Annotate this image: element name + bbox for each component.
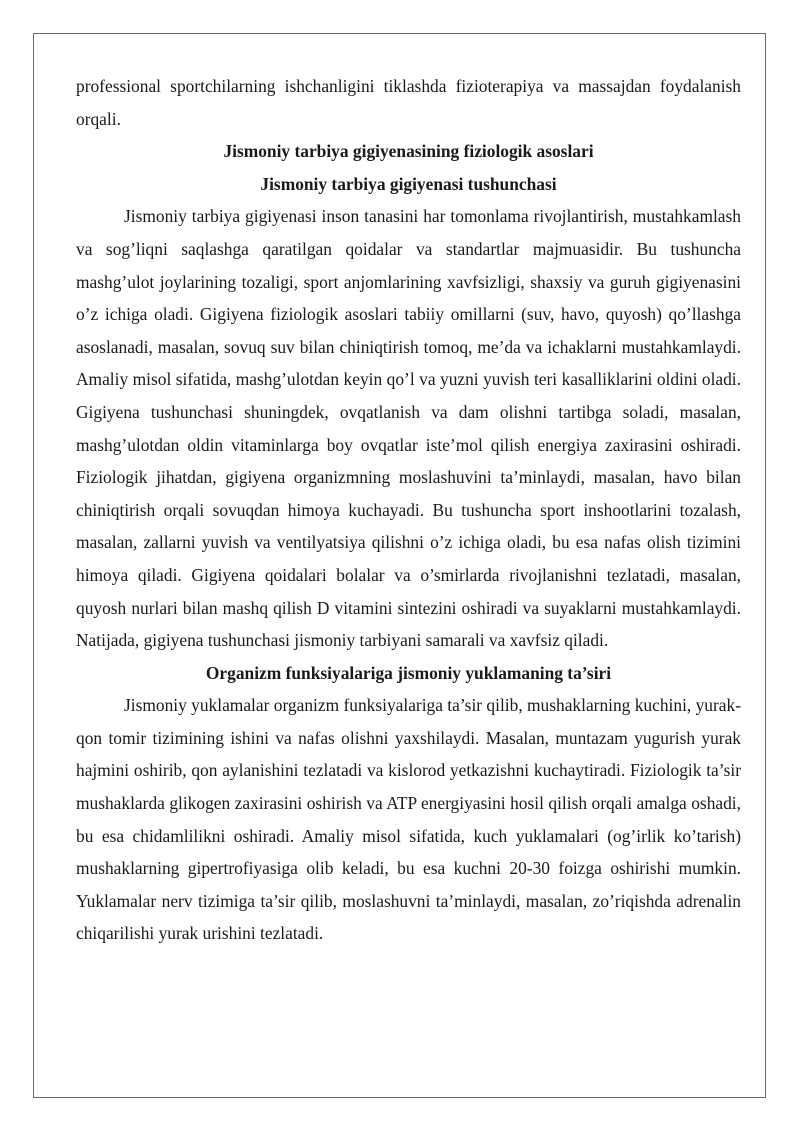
physical-load-paragraph: Jismoniy yuklamalar organizm funksiyalariga ta’sir qilib, mushaklarning kuchini, yurak-qon tomir tizimining ishini va nafas olishni yaxshilaydi. Masalan, muntazam yugurish yurak hajmini oshirib, qon aylanishini tezlatadi va kislorod yetkazishni kuchaytiradi. Fiziologik ta’sir mushaklarda glikogen zaxirasini oshirish va ATP energiyasini hosil qilish orqali amalga oshadi, bu esa chidamlilikni oshiradi. Amaliy misol sifatida, kuch yuklamalari (og’irlik ko’tarish) mushaklarning gipertrofiyasiga olib keladi, bu esa kuchni 20-30 foizga oshirishi mumkin. Yuklamalar nerv tizimiga ta’sir qilib, moslashuvni ta’minlaydi, masalan, zo’riqishda adrenalin chiqarilishi yurak urishini tezlatadi. <box>76 695 741 944</box>
subsection-heading-physical-load: Organizm funksiyalariga jismoniy yuklamaning ta’siri <box>205 662 612 683</box>
document-body <box>76 70 741 950</box>
section-heading: Jismoniy tarbiya gigiyenasining fiziologik asoslari <box>223 141 594 162</box>
intro-paragraph: professional sportchilarning ishchanligini tiklashda fizioterapiya va massajdan foydalanish orqali. <box>76 76 741 129</box>
hygiene-concept-paragraph: Jismoniy tarbiya gigiyenasi inson tanasini har tomonlama rivojlantirish, mustahkamlash va sog’liqni saqlashga qaratilgan qoidalar va standartlar majmuasidir. Bu tushuncha mashg’ulot joylarining tozaligi, sport anjomlarining xavfsizligi, shaxsiy va guruh gigiyenasini o’z ichiga oladi. Gigiyena fiziologik asoslari tabiiy omillarni (suv, havo, quyosh) qo’llashga asoslanadi, masalan, sovuq suv bilan chiniqtirish tomoq, me’da va ichaklarni mustahkamlaydi. Amaliy misol sifatida, mashg’ulotdan keyin qo’l va yuzni yuvish teri kasalliklarini oldini oladi. Gigiyena tushunchasi shuningdek, ovqatlanish va dam olishni tartibga soladi, masalan, mashg’ulotdan oldin vitaminlarga boy ovqatlar iste’mol qilish energiya zaxirasini oshiradi. Fiziologik jihatdan, gigiyena organizmning moslashuvini ta’minlaydi, masalan, havo bilan chiniqtirish orqali sovuqdan himoya kuchayadi. Bu tushuncha sport inshootlarini tozalash, masalan, zallarni yuvish va ventilyatsiya qilishni o’z ichiga oladi, bu esa nafas olish tizimini himoya qiladi. Gigiyena qoidalari bolalar va o’smirlarda rivojlanishni tezlatadi, masalan, quyosh nurlari bilan mashq qilish D vitamini sintezini oshiradi va suyaklarni mustahkamlaydi. Natijada, gigiyena tushunchasi jismoniy tarbiyani samarali va xavfsiz qiladi. <box>76 206 741 651</box>
subsection-heading-hygiene-concept: Jismoniy tarbiya gigiyenasi tushunchasi <box>260 173 557 194</box>
